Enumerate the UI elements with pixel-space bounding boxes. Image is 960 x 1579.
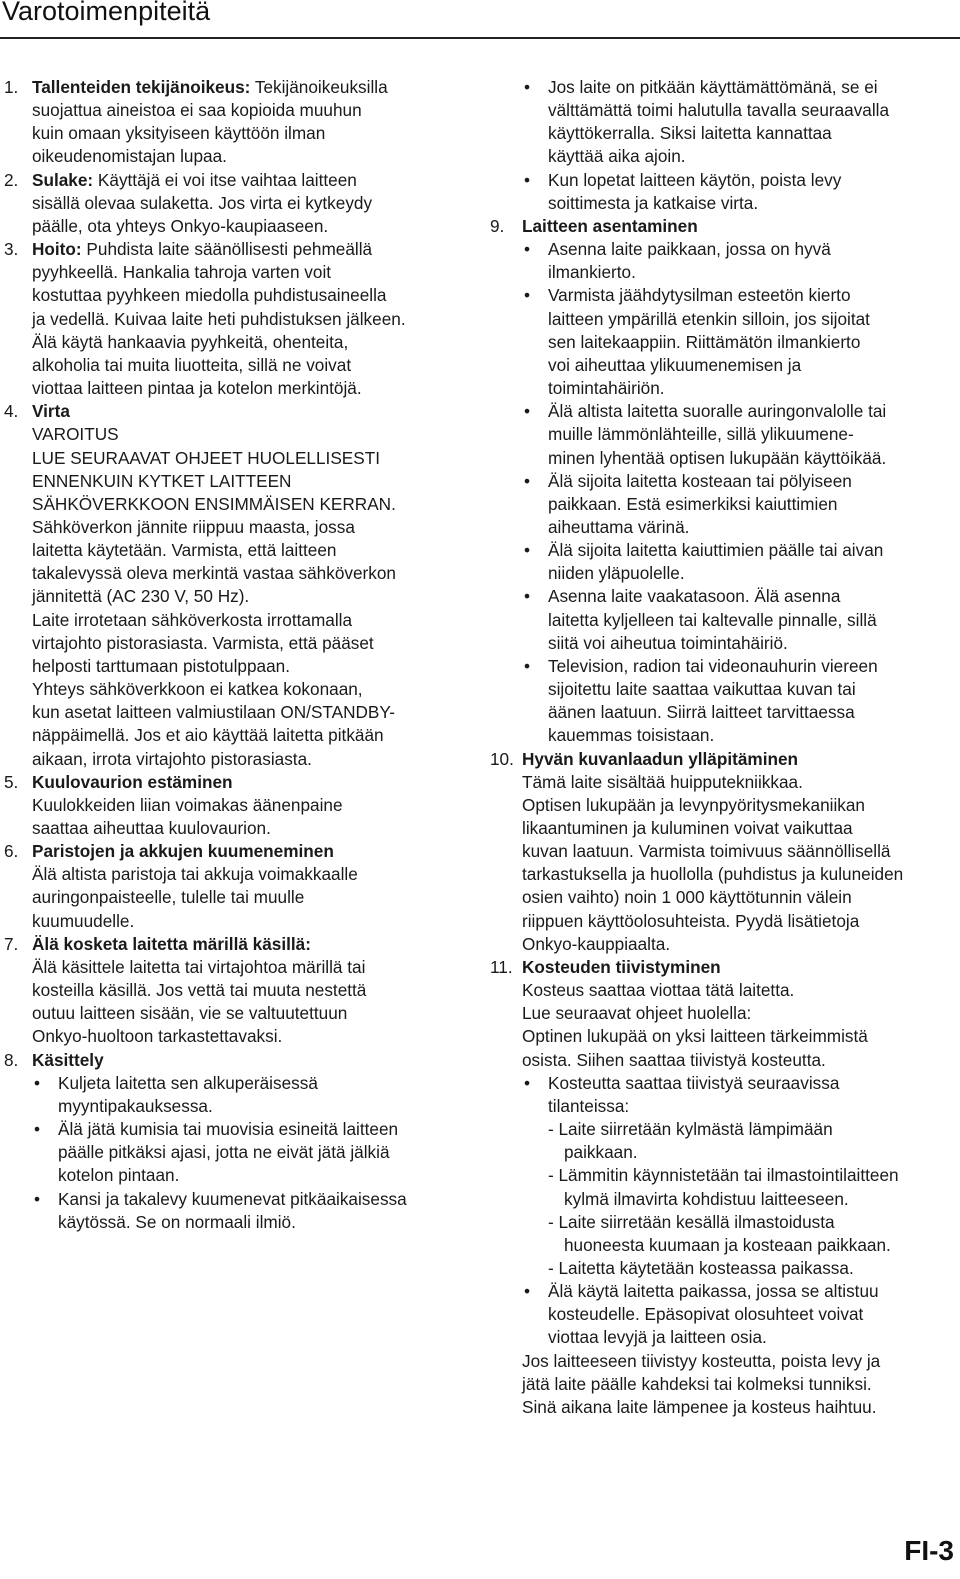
section-number: 3. [4,239,19,260]
text-line: aikaan, irrota virtajohto pistorasiasta. [32,748,312,769]
section-number: 6. [4,841,19,862]
text-line: siitä voi aiheutua toimintahäiriö. [548,632,788,653]
bullet-icon: • [524,239,531,260]
text-line: Optinen lukupää on yksi laitteen tärkeimmistä [522,1026,868,1047]
section-6 [4,840,470,933]
text-line: Optisen lukupään ja levynpyöritysmekaniikan [522,794,865,815]
text-line: - Laitetta käytetään kosteassa paikassa. [548,1257,854,1278]
text-line: kosteilla käsillä. Jos vettä tai muuta nestettä [32,980,367,1001]
bullet-icon: • [34,1188,41,1209]
section-number: 9. [490,215,505,236]
list-item [522,238,956,284]
section-8 [4,1049,470,1234]
text-line: jännitettä (AC 230 V, 50 Hz). [32,586,250,607]
text-line: minen lyhentää optisen lukupään käyttöikää. [548,447,887,468]
list-item [522,655,956,748]
section-heading: Virta [32,401,70,422]
text-line: kosteudelle. Epäsopivat olosuhteet voivat [548,1304,864,1325]
text-line: Tallenteiden tekijänoikeus: Tekijänoikeuksilla [32,77,388,97]
text-line: Onkyo-huoltoon tarkastettavaksi. [32,1026,283,1047]
text-line: Varmista jäähdytysilman esteetön kierto [548,285,851,306]
page-number: FI-3 [904,1535,954,1566]
section-4 [4,400,470,771]
text-line: sijoitettu laite saattaa vaikuttaa kuvan tai [548,679,856,700]
list-item [522,169,956,215]
text-line: huoneesta kuumaan ja kosteaan paikkaan. [564,1234,891,1255]
text-line: Älä jätä kumisia tai muovisia esineitä laitteen [58,1119,399,1140]
list-item [522,585,956,654]
text-line: tarkastuksella ja huollolla (puhdistus ja kuluneiden [522,864,904,885]
warning-line: SÄHKÖVERKKOON ENSIMMÄISEN KERRAN. [32,493,396,514]
list-item [32,1072,470,1118]
text-line: paikkaan. [564,1142,638,1163]
section-5 [4,771,470,840]
text-line: kauemmas toisistaan. [548,725,715,746]
text-line: paikkaan. Estä esimerkiksi kaiuttimien [548,493,838,514]
text-line: Älä käsittele laitetta tai virtajohtoa märillä tai [32,956,366,977]
text-line: laitetta käytetään. Varmista, että laitteen [32,540,337,561]
text-line: Sähköverkon jännite riippuu maasta, jossa [32,516,355,537]
text-line: viottaa laitteen pintaa ja kotelon merkintöjä. [32,378,362,399]
text-line: saattaa aiheuttaa kuulovaurion. [32,818,271,838]
text-line: Asenna laite vaakatasoon. Älä asenna [548,586,841,607]
text-line: takalevyssä oleva merkintä vastaa sähköverkon [32,563,396,584]
bullet-icon: • [524,1281,531,1302]
text-line: muille lämmönlähteille, sillä ylikuumene- [548,424,854,445]
warning-line: ENNENKUIN KYTKET LAITTEEN [32,470,292,491]
text-line: Asenna laite paikkaan, jossa on hyvä [548,239,831,260]
bullet-icon: • [524,470,531,491]
section-number: 10. [490,748,514,769]
section-heading: Paristojen ja akkujen kuumeneminen [32,841,334,862]
list-item [32,1188,470,1234]
text-line: laitetta kyljelleen tai kaltevalle pinnalle, sillä [548,609,877,630]
bullet-icon: • [524,77,531,97]
text-line: Television, radion tai videonauhurin viereen [548,655,878,676]
text-line: laitteen ympärillä etenkin silloin, jos sijoitat [548,308,870,329]
text-line: Älä sijoita laitetta kaiuttimien päälle tai aivan [548,540,884,561]
text-line: Laite irrotetaan sähköverkosta irrottamalla [32,609,353,630]
text-line: Tämä laite sisältää huipputekniikkaa. [522,771,803,792]
text-line: kuumuudelle. [32,910,135,931]
text-line: Kuljeta laitetta sen alkuperäisessä [58,1072,318,1093]
dash-item [548,1211,956,1257]
text-line: Onkyo-kauppiaalta. [522,933,671,954]
section-number: 5. [4,771,19,792]
dash-item [548,1164,956,1210]
list-item [522,539,956,585]
text-line: Kuulokkeiden liian voimakas äänenpaine [32,794,343,815]
section-heading: Käsittely [32,1049,104,1070]
list-item [522,470,956,539]
text-line: Älä sijoita laitetta kosteaan tai pölyiseen [548,470,852,491]
text-line: soittimesta ja katkaise virta. [548,192,759,213]
page-title: Varotoimenpiteitä [2,0,211,26]
text-line: Sinä aikana laite lämpenee ja kosteus haihtuu. [522,1396,877,1417]
text-line: Älä altista paristoja tai akkuja voimakkaalle [32,864,358,885]
text-line: kostuttaa pyyhkeen miedolla puhdistusaineella [32,285,387,306]
text-line: Kun lopetat laitteen käytön, poista levy [548,169,842,190]
text-line: riippuen käyttöolosuhteista. Pyydä lisätietoja [522,910,860,931]
text-line: Sulake: Käyttäjä ei voi itse vaihtaa laitteen [32,169,357,190]
list-item [522,1280,956,1349]
text-line: ja vedellä. Kuivaa laite heti puhdistuksen jälkeen. [32,308,406,329]
text-line: sisällä olevaa sulaketta. Jos virta ei kytkeydy [32,192,373,213]
bullet-icon: • [34,1119,41,1140]
text-line: myyntipakauksessa. [58,1095,213,1116]
text-line: kun asetat laitteen valmiustilaan ON/STANDBY- [32,702,396,723]
text-line: viottaa levyjä ja laitteen osia. [548,1327,767,1348]
text-line: pyyhkeellä. Hankalia tahroja varten voit [32,262,332,283]
bullet-icon: • [524,1072,531,1093]
text-line: käytössä. Se on normaali ilmiö. [58,1211,296,1232]
text-line: äänen laatuun. Siirrä laitteet tarvittaessa [548,702,855,723]
dash-item [548,1118,956,1164]
text-line: Älä käytä laitetta paikassa, jossa se altistuu [548,1281,879,1302]
list-item [522,400,956,469]
text-line: Jos laite on pitkään käyttämättömänä, se ei [548,77,878,97]
text-line: - Laite siirretään kesällä ilmastoidusta [548,1211,835,1232]
section-number: 8. [4,1049,19,1070]
text-line: helposti tarttumaan pistotulppaan. [32,655,290,676]
text-line: Yhteys sähköverkkoon ei katkea kokonaan, [32,679,363,700]
warning-line: LUE SEURAAVAT OHJEET HUOLELLISESTI [32,447,380,468]
text-line: likaantuminen ja kuluminen voivat vaikuttaa [522,818,853,838]
text-line: ilmankierto. [548,262,636,283]
text-line: aiheuttama värinä. [548,516,690,537]
section-9 [490,215,956,748]
text-line: osien vaihto) noin 1 000 käyttötunnin välein [522,887,852,908]
text-line: virtajohto pistorasiasta. Varmista, että pääset [32,632,374,653]
text-line: kuvan laatuun. Varmista toimivuus säännöllisellä [522,841,891,862]
text-line: auringonpaisteelle, tulelle tai muulle [32,887,305,908]
text-line: toimintahäiriön. [548,378,665,399]
section-heading: Hyvän kuvanlaadun ylläpitäminen [522,748,799,769]
text-line: alkoholia tai muita liuotteita, sillä ne voivat [32,354,352,375]
section-heading: Älä kosketa laitetta märillä käsillä: [32,933,311,954]
section-8-continued [490,76,956,215]
bullet-icon: • [524,401,531,422]
bullet-icon: • [524,540,531,561]
section-10 [490,748,956,956]
text-line: sen laitekaappiin. Riittämätön ilmankierto [548,331,861,352]
text-line: tilanteissa: [548,1095,630,1116]
list-item [522,284,956,400]
section-heading: Kuulovaurion estäminen [32,771,233,792]
section-11 [490,956,956,1419]
text-line: osista. Siihen saattaa tiivistyä kosteutta. [522,1049,826,1070]
text-line: voi aiheuttaa ylikuumenemisen ja [548,354,802,375]
title-rule [0,37,960,39]
section-number: 2. [4,169,19,190]
text-line: niiden yläpuolelle. [548,563,685,584]
text-line: Lue seuraavat ohjeet huolella: [522,1003,752,1024]
text-line: Älä altista laitetta suoralle auringonvalolle tai [548,401,887,422]
bullet-icon: • [524,285,531,306]
text-line: kuin omaan yksityiseen käyttöön ilman [32,123,326,144]
section-7 [4,933,470,1049]
text-line: päälle pitkäksi ajasi, jotta ne eivät jätä jälkiä [58,1142,390,1163]
text-line: Kosteutta saattaa tiivistyä seuraavissa [548,1072,840,1093]
bullet-icon: • [524,586,531,607]
section-number: 11. [490,956,513,977]
text-line: jätä laite päälle kahdeksi tai kolmeksi tunniksi. [522,1373,872,1394]
list-item [522,1072,956,1280]
bullet-icon: • [524,169,531,190]
text-line: Älä käytä hankaavia pyyhkeitä, ohenteita, [32,331,349,352]
text-line: - Laite siirretään kylmästä lämpimään [548,1119,833,1140]
text-line: kylmä ilmavirta kohdistuu laitteeseen. [564,1188,849,1209]
text-line: näppäimellä. Jos et aio käyttää laitetta pitkään [32,725,384,746]
warning-line: VAROITUS [32,424,119,445]
text-line: päälle, ota yhteys Onkyo-kaupiaaseen. [32,215,329,236]
text-line: Jos laitteeseen tiivistyy kosteutta, poista levy ja [522,1350,881,1371]
dash-item [548,1257,956,1280]
section-number: 1. [4,77,19,97]
text-line: käyttökerralla. Siksi laitetta kannattaa [548,123,832,144]
section-1 [4,76,470,169]
right-column [490,76,956,1419]
section-3 [4,238,470,400]
list-item [522,76,956,169]
bullet-icon: • [524,655,531,676]
text-line: Kosteus saattaa viottaa tätä laitetta. [522,980,795,1001]
section-heading: Kosteuden tiivistyminen [522,956,721,977]
list-item [32,1118,470,1187]
section-number: 4. [4,401,19,422]
left-column [4,76,470,1234]
text-line: käyttää aika ajoin. [548,146,686,167]
text-line: välttämättä toimi halutulla tavalla seuraavalla [548,100,890,121]
text-line: oikeudenomistajan lupaa. [32,146,227,167]
text-line: kotelon pintaan. [58,1165,180,1186]
section-number: 7. [4,933,19,954]
text-line: Hoito: Puhdista laite säänöllisesti pehmeällä [32,239,373,260]
text-line: suojattua aineistoa ei saa kopioida muuhun [32,100,362,121]
text-line: - Lämmitin käynnistetään tai ilmastointilaitteen [548,1165,899,1186]
bullet-icon: • [34,1072,41,1093]
text-line: Kansi ja takalevy kuumenevat pitkäaikaisessa [58,1188,407,1209]
section-heading: Laitteen asentaminen [522,215,698,236]
section-2 [4,169,470,238]
text-line: outuu laitteen sisään, vie se valtuutettuun [32,1003,348,1024]
